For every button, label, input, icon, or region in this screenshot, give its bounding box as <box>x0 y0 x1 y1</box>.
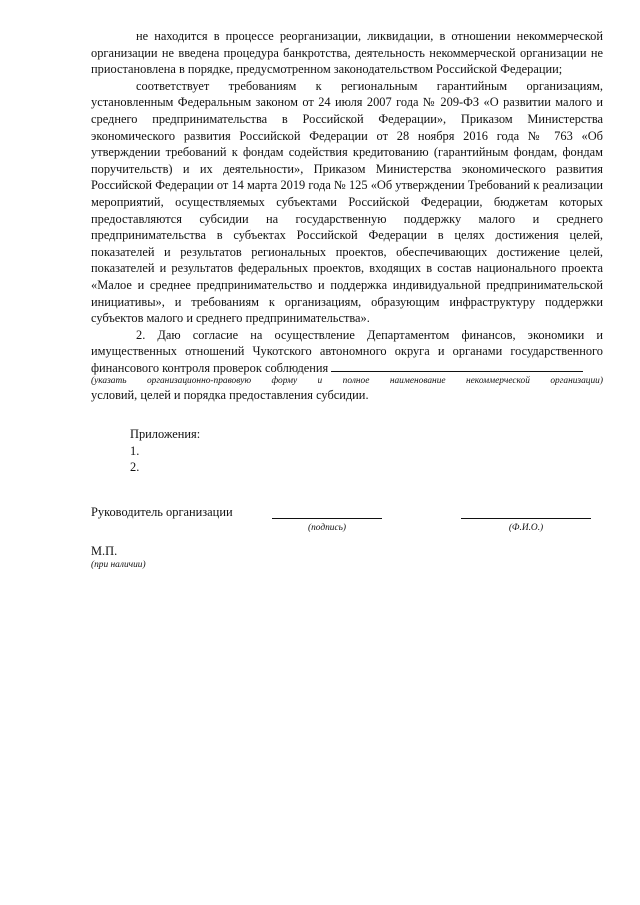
stamp-label: М.П. <box>91 543 118 558</box>
attachment-item: 2. <box>130 460 140 475</box>
hint-word: и <box>317 376 323 387</box>
paragraph-consent <box>91 327 603 377</box>
hint-word: полное <box>342 376 370 387</box>
organization-name-hint <box>91 375 603 387</box>
full-name-line[interactable] <box>461 518 591 519</box>
attachments-title: Приложения: <box>130 427 201 442</box>
full-name-hint: (Ф.И.О.) <box>508 522 544 533</box>
hint-word: некоммерческой <box>465 376 530 387</box>
signature-row <box>91 504 603 533</box>
attachment-item: 1. <box>130 443 140 458</box>
stamp-hint: (при наличии) <box>91 560 146 571</box>
consent-text: 2. Даю согласие на осуществление Департаментом финансов, экономики и имущественных отношений Чукотского автономного округа и органами государственного финансового контроля проверок соблюдения <box>91 327 603 375</box>
signature-line[interactable] <box>272 518 382 519</box>
hint-word: организационно-правовую <box>146 376 252 387</box>
document-page <box>91 28 603 571</box>
stamp-block <box>91 543 603 572</box>
consent-text-end: условий, целей и порядка предоставления субсидии. <box>91 388 369 403</box>
paragraph-not-in-reorganization: не находится в процессе реорганизации, ликвидации, в отношении некоммерческой организации не введена процедура банкротства, деятельность некоммерческой организации не приостановлена в порядке, предусмотренном законодательством Российской Федерации; <box>91 29 603 77</box>
head-of-organization-label: Руководитель организации <box>91 504 233 519</box>
attachments-block <box>130 426 603 476</box>
hint-word: наименование <box>389 376 446 387</box>
paragraph-requirements-compliance: соответствует требованиям к региональным гарантийным организациям, установленным Федеральным законом от 24 июля 2007 года № 209-ФЗ «О развитии малого и среднего предпринимательства в Российской Федерации», Приказом Министерства экономического развития Российской Федерации от 28 ноября 2016 года № 763 «Об утверждении требований к фондам содействия кредитованию (гарантийным фондам, фондам поручительств) и их деятельности», Приказом Министерства экономического развития Российской Федерации от 14 марта 2019 года № 125 «Об утверждении Требований к реализации мероприятий, осуществляемых субъектами Российской Федерации, бюджетам которых предоставляются субсидии на государственную поддержку малого и среднего предпринимательства в субъектах Российской Федерации в целях достижения целей, показателей и результатов региональных проектов, обеспечивающих достижение целей, показателей и результатов федеральных проектов, входящих в состав национального проекта «Малое и среднее предпринимательство и поддержка индивидуальной предпринимательской инициативы», и требованиям к организациям, образующим инфраструктуру поддержки субъектов малого и среднего предпринимательства». <box>91 78 603 326</box>
signature-hint: (подпись) <box>307 522 347 533</box>
hint-word: (указать <box>91 376 127 387</box>
organization-name-blank[interactable] <box>331 371 583 372</box>
hint-word: форму <box>271 376 298 387</box>
hint-word: организации) <box>550 376 603 387</box>
